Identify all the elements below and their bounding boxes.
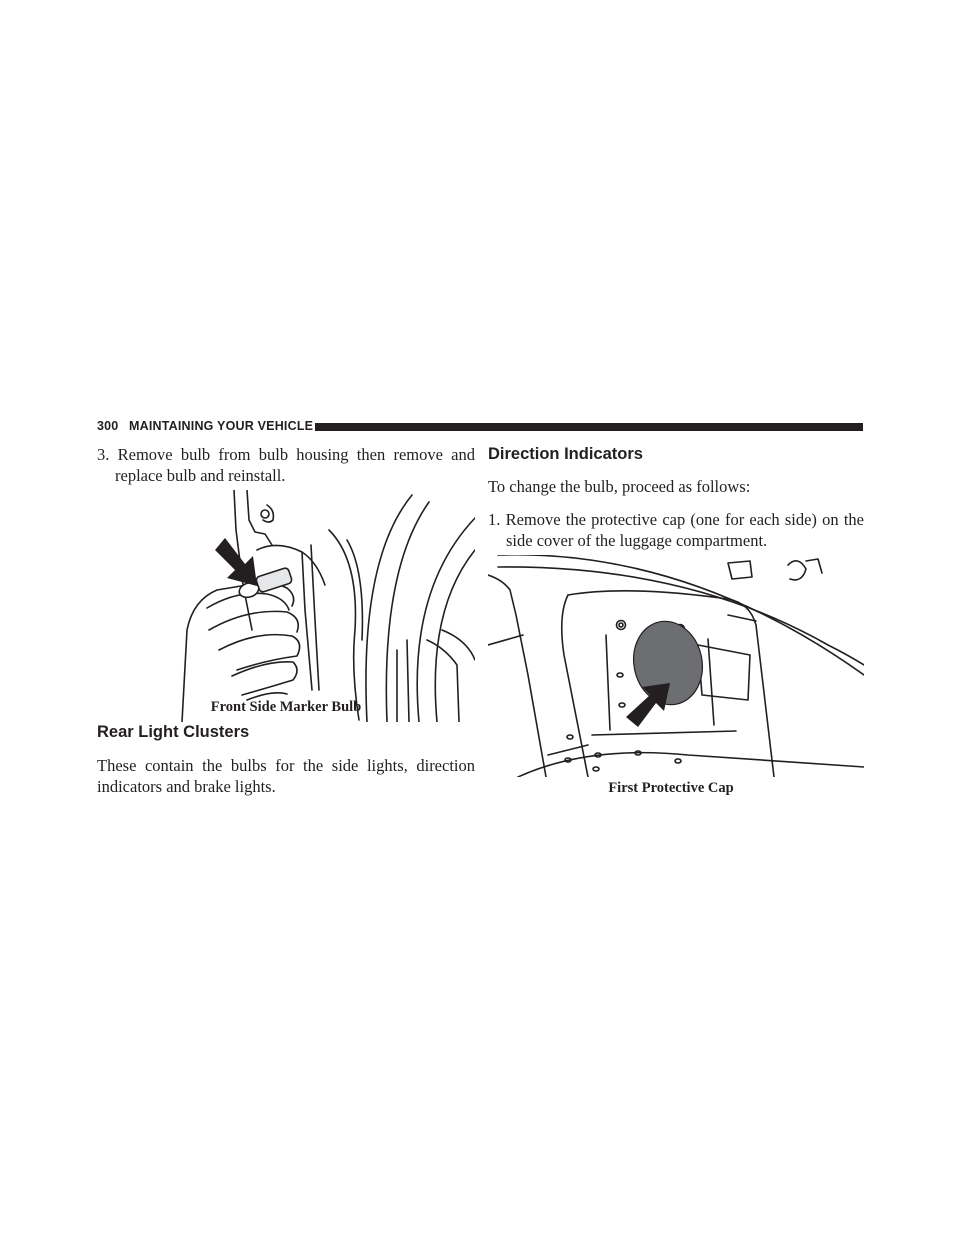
step-1-text: 1. Remove the protective cap (one for each side) on the side cover of the luggage compartment.: [488, 510, 864, 550]
direction-indicators-heading: Direction Indicators: [488, 445, 643, 463]
protective-cap-illustration: [488, 555, 864, 777]
page-header: [97, 418, 863, 436]
step-3: [97, 444, 475, 486]
rear-light-clusters-text: These contain the bulbs for the side lights, direction indicators and brake lights.: [97, 756, 475, 796]
step-3-text: 3. Remove bulb from bulb housing then remove and replace bulb and reinstall.: [97, 445, 475, 485]
figure-front-side-marker: [97, 490, 475, 722]
bulb-removal-illustration: [97, 490, 475, 722]
direction-intro-text: To change the bulb, proceed as follows:: [488, 477, 751, 496]
header-rule: [315, 423, 863, 431]
step-1: [488, 509, 864, 551]
figure-1-caption: Front Side Marker Bulb: [210, 699, 362, 715]
right-column: [488, 444, 864, 797]
figure-2-caption: First Protective Cap: [608, 780, 734, 796]
rear-light-clusters-heading: Rear Light Clusters: [97, 723, 250, 741]
left-column: [97, 444, 475, 797]
section-title: MAINTAINING YOUR VEHICLE: [129, 419, 314, 433]
page-number: 300: [97, 419, 119, 433]
figure-first-protective-cap: [488, 555, 864, 777]
